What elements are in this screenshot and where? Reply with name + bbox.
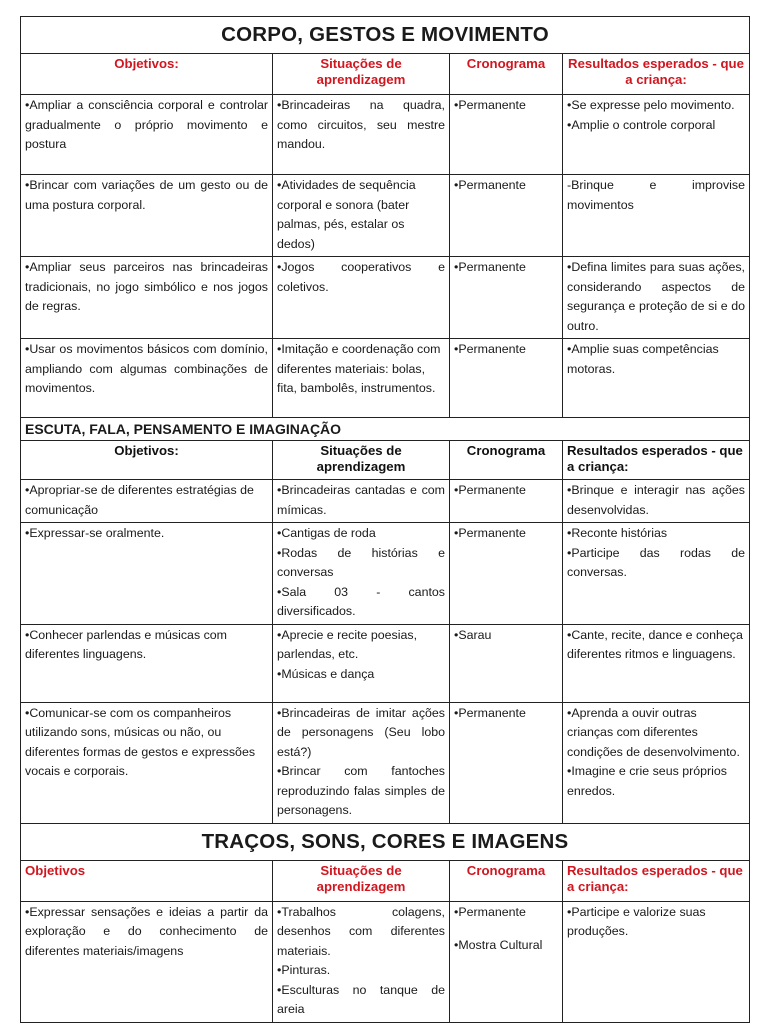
header-situacoes: Situações de aprendizagem: [273, 441, 450, 480]
cell-text: •Participe das rodas de conversas.: [567, 545, 745, 579]
cell-text: •Jogos cooperativos e coletivos.: [277, 260, 445, 294]
cell-text: •Permanente: [454, 98, 526, 112]
cell-text: •Pinturas.: [277, 963, 331, 977]
cell-text: •Apropriar-se de diferentes estratégias de comunicação: [25, 483, 254, 517]
cell-text: •Usar os movimentos básicos com domínio, ampliando com algumas combinações de movimentos.: [25, 342, 268, 395]
cell-text: •Brincadeiras cantadas e com mímicas.: [277, 483, 445, 517]
cell-text: •Participe e valorize suas produções.: [567, 904, 706, 938]
cell-text: •Defina limites para suas ações, considerando aspectos de segurança e proteção de si e do outro.: [567, 260, 745, 333]
cell-text: •Amplie o controle corporal: [567, 117, 716, 132]
cell-text: •Brinque e interagir nas ações desenvolvidas.: [567, 483, 745, 517]
cell-text: •Expressar sensações e ideias a partir da exploração e do conhecimento de diferentes materiais/imagens: [25, 904, 268, 958]
cell-situacoes: [273, 523, 450, 625]
cell-text: •Reconte histórias: [567, 526, 668, 540]
table-row: [21, 901, 750, 1022]
header-objetivos: Objetivos: [21, 860, 273, 901]
cell-text: •Trabalhos colagens, desenhos com diferentes materiais.: [277, 904, 445, 958]
cell-resultados: [563, 624, 750, 702]
planning-document: [20, 16, 749, 1023]
cell-cronograma: [450, 95, 563, 175]
table-row: [21, 624, 750, 702]
cell-text: •Expressar-se oralmente.: [25, 526, 165, 540]
cell-text: •Aprecie e recite poesias, parlendas, etc.: [277, 627, 418, 661]
cell-text: •Imagine e crie seus próprios enredos.: [567, 764, 727, 798]
header-row: [21, 54, 750, 95]
cell-objetivos: [21, 339, 273, 418]
header-cronograma: Cronograma: [450, 860, 563, 901]
cell-situacoes: [273, 175, 450, 257]
cell-text: •Permanente: [454, 526, 526, 540]
cell-text: •Cantigas de roda: [277, 526, 376, 540]
cell-text: •Cante, recite, dance e conheça diferentes ritmos e linguagens.: [567, 627, 743, 661]
section-title-row: [21, 823, 750, 860]
cell-cronograma: [450, 175, 563, 257]
cell-text: •Mostra Cultural: [454, 938, 543, 952]
cell-situacoes: [273, 95, 450, 175]
cell-objetivos: [21, 480, 273, 523]
cell-situacoes: [273, 702, 450, 823]
section-title-row: [21, 17, 750, 54]
cell-resultados: [563, 175, 750, 257]
cell-cronograma: [450, 901, 563, 1022]
cell-resultados: [563, 523, 750, 625]
cell-objetivos: [21, 523, 273, 625]
cell-cronograma: [450, 624, 563, 702]
table-row: [21, 339, 750, 418]
table-row: [21, 257, 750, 339]
cell-text: •Ampliar seus parceiros nas brincadeiras tradicionais, no jogo simbólico e nos jogos de regras.: [25, 260, 268, 313]
cell-resultados: [563, 95, 750, 175]
cell-situacoes: [273, 257, 450, 339]
cell-resultados: [563, 702, 750, 823]
table-row: [21, 95, 750, 175]
cell-objetivos: [21, 624, 273, 702]
cell-text: •Esculturas no tanque de areia: [277, 982, 445, 1016]
cell-situacoes: [273, 339, 450, 418]
cell-text: •Sarau: [454, 627, 492, 642]
header-cronograma: Cronograma: [450, 441, 563, 480]
cell-situacoes: [273, 901, 450, 1022]
cell-text: •Sala 03 - cantos diversificados.: [277, 584, 445, 618]
table-row: [21, 175, 750, 257]
header-cronograma: Cronograma: [450, 54, 563, 95]
header-row: [21, 441, 750, 480]
section-title-row: [21, 418, 750, 441]
cell-text: •Brincadeiras de imitar ações de personagens (Seu lobo está?): [277, 705, 445, 759]
cell-resultados: [563, 901, 750, 1022]
section-title: ESCUTA, FALA, PENSAMENTO E IMAGINAÇÃO: [21, 418, 750, 441]
header-row: [21, 860, 750, 901]
cell-objetivos: [21, 175, 273, 257]
cell-text: •Permanente: [454, 705, 526, 720]
cell-text: •Conhecer parlendas e músicas com diferentes linguagens.: [25, 627, 227, 661]
header-objetivos: Objetivos:: [21, 441, 273, 480]
header-resultados: Resultados esperados - que a criança:: [563, 860, 750, 901]
cell-text: •Imitação e coordenação com diferentes materiais: bolas, fita, bambolês, instrumentos.: [277, 342, 441, 395]
cell-text: •Comunicar-se com os companheiros utilizando sons, músicas ou não, ou diferentes formas de gestos e expressões vocais e corporais.: [25, 705, 256, 778]
cell-cronograma: [450, 257, 563, 339]
cell-text: •Ampliar a consciência corporal e controlar gradualmente o próprio movimento e postura: [25, 98, 268, 151]
cell-text: •Brincar com variações de um gesto ou de uma postura corporal.: [25, 178, 268, 212]
section-title: TRAÇOS, SONS, CORES E IMAGENS: [21, 823, 750, 860]
cell-objetivos: [21, 901, 273, 1022]
cell-cronograma: [450, 702, 563, 823]
cell-text: •Permanente: [454, 260, 526, 274]
cell-text: •Brincar com fantoches reproduzindo falas simples de personagens.: [277, 764, 445, 817]
cell-text: •Atividades de sequência corporal e sonora (bater palmas, pés, estalar os dedos): [277, 178, 416, 251]
cell-cronograma: [450, 523, 563, 625]
cell-cronograma: [450, 339, 563, 418]
cell-situacoes: [273, 624, 450, 702]
table-row: [21, 702, 750, 823]
cell-text: •Amplie suas competências motoras.: [567, 342, 719, 376]
cell-text: •Permanente: [454, 483, 526, 497]
cell-text: -Brinque e improvise movimentos: [567, 178, 745, 212]
cell-resultados: [563, 257, 750, 339]
cell-resultados: [563, 480, 750, 523]
header-situacoes: Situações de aprendizagem: [273, 860, 450, 901]
cell-cronograma: [450, 480, 563, 523]
section-title: CORPO, GESTOS E MOVIMENTO: [21, 17, 750, 54]
header-situacoes: Situações de aprendizagem: [273, 54, 450, 95]
cell-resultados: [563, 339, 750, 418]
cell-text: •Aprenda a ouvir outras crianças com diferentes condições de desenvolvimento.: [567, 705, 740, 759]
cell-objetivos: [21, 702, 273, 823]
planning-table: [20, 16, 750, 1023]
table-row: [21, 523, 750, 625]
cell-text: •Se expresse pelo movimento.: [567, 98, 735, 112]
header-resultados: Resultados esperados - que a criança:: [563, 54, 750, 95]
table-row: [21, 480, 750, 523]
cell-text: •Músicas e dança: [277, 666, 375, 681]
cell-text: •Brincadeiras na quadra, como circuitos, seu mestre mandou.: [277, 98, 445, 151]
header-objetivos: Objetivos:: [21, 54, 273, 95]
cell-situacoes: [273, 480, 450, 523]
cell-text: •Rodas de histórias e conversas: [277, 545, 445, 579]
cell-text: •Permanente: [454, 904, 526, 919]
cell-text: •Permanente: [454, 342, 526, 356]
header-resultados: Resultados esperados - que a criança:: [563, 441, 750, 480]
cell-objetivos: [21, 95, 273, 175]
cell-text: •Permanente: [454, 178, 526, 192]
cell-objetivos: [21, 257, 273, 339]
